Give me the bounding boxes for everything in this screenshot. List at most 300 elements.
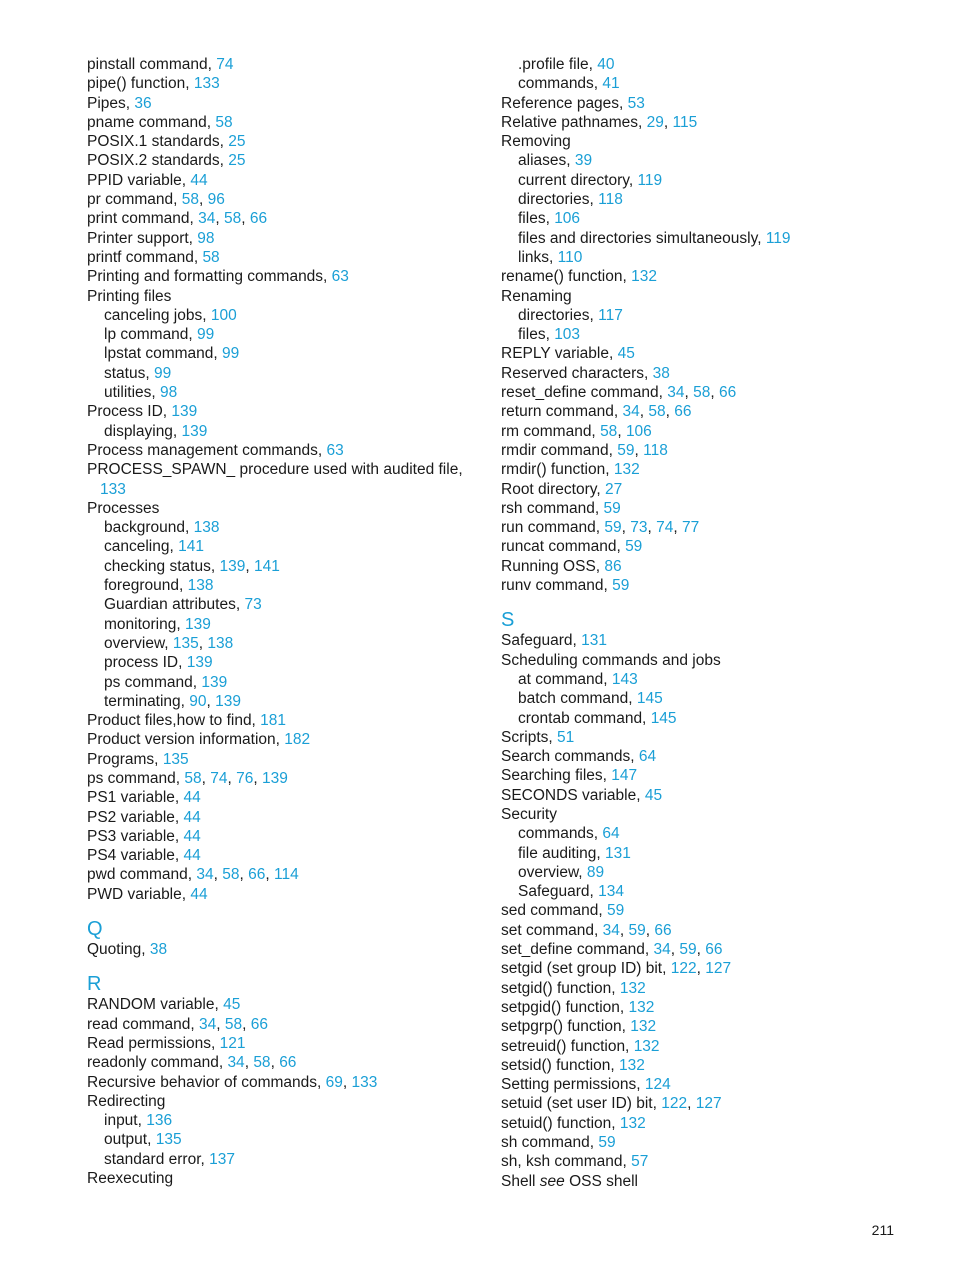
page-link[interactable]: 58 xyxy=(693,384,711,402)
index-term: rsh command, xyxy=(501,499,604,517)
page-link[interactable]: 44 xyxy=(183,847,201,865)
page-link[interactable]: 181 xyxy=(260,712,287,730)
page-link[interactable]: 34 xyxy=(199,1015,217,1033)
page-link[interactable]: 122 xyxy=(661,1095,688,1113)
index-term: links, xyxy=(518,248,558,266)
page-link[interactable]: 98 xyxy=(160,384,178,402)
index-term: setgid() function, xyxy=(501,979,620,997)
index-entry: set_define command, 34, 59, 66 xyxy=(501,941,723,959)
index-subentry xyxy=(87,306,477,325)
index-entry xyxy=(87,55,477,74)
index-term: Product version information, xyxy=(87,731,285,749)
page-link[interactable]: 39 xyxy=(574,152,593,170)
page-link[interactable]: 182 xyxy=(284,731,311,749)
index-term: standard error, xyxy=(104,1150,210,1168)
index-term: PPID variable, xyxy=(87,171,191,189)
page-link[interactable]: 100 xyxy=(210,306,237,324)
page-link[interactable]: 44 xyxy=(183,789,201,807)
index-term: Redirecting xyxy=(87,1092,166,1110)
index-entry xyxy=(501,747,921,766)
index-term: readonly command, xyxy=(87,1054,228,1072)
index-entry: rm command, 58, 106 xyxy=(501,422,652,440)
index-term: print command, xyxy=(87,210,199,228)
index-term: canceling jobs, xyxy=(104,306,211,324)
index-entry xyxy=(501,537,921,556)
page-link[interactable]: 74 xyxy=(210,769,228,787)
page-link[interactable]: 131 xyxy=(605,844,631,862)
index-subentry xyxy=(87,364,477,383)
page-link[interactable]: 51 xyxy=(556,728,575,746)
index-entry xyxy=(87,827,477,846)
page-link[interactable]: 133 xyxy=(193,75,220,93)
page-link[interactable]: 64 xyxy=(602,825,620,843)
page-link[interactable]: 45 xyxy=(223,996,241,1014)
page-link[interactable]: 145 xyxy=(636,690,663,708)
page-link[interactable]: 99 xyxy=(222,345,240,363)
index-entry xyxy=(501,1114,921,1133)
index-entry: ps command, 58, 74, 76, 139 xyxy=(87,769,288,787)
index-term: printf command, xyxy=(87,248,203,266)
index-subentry xyxy=(501,74,921,93)
page-link[interactable]: 143 xyxy=(611,670,638,688)
index-entry: pr command, 58, 96 xyxy=(87,191,225,209)
index-term: Safeguard, xyxy=(501,632,582,650)
page-link[interactable]: 66 xyxy=(248,866,266,884)
page-link[interactable]: 59 xyxy=(625,538,643,556)
page-link[interactable]: 139 xyxy=(261,769,288,787)
index-entry xyxy=(501,364,921,383)
index-entry: readonly command, 34, 58, 66 xyxy=(87,1054,297,1072)
index-term: Read permissions, xyxy=(87,1034,220,1052)
page-link[interactable]: 34 xyxy=(622,403,640,421)
index-entry xyxy=(87,1034,477,1053)
index-entry xyxy=(501,786,921,805)
page-link[interactable]: 59 xyxy=(606,902,625,920)
page-link[interactable]: 45 xyxy=(644,786,663,804)
page-link[interactable]: 59 xyxy=(603,499,621,517)
index-term: Relative pathnames, xyxy=(501,113,647,131)
index-subentry xyxy=(87,595,477,614)
index-term: files, xyxy=(518,210,555,228)
index-term: foreground, xyxy=(104,577,188,595)
page-link[interactable]: 74 xyxy=(216,56,234,73)
index-entry: run command, 59, 73, 74, 77 xyxy=(501,519,700,537)
page-link[interactable]: 90 xyxy=(189,692,207,710)
page-link[interactable]: 34 xyxy=(602,921,620,939)
index-subentry: terminating, 90, 139 xyxy=(104,692,242,710)
page-link[interactable]: 58 xyxy=(215,113,233,131)
page-link[interactable]: 114 xyxy=(274,866,299,884)
index-subentry xyxy=(501,882,921,901)
page-link[interactable]: 99 xyxy=(153,364,172,382)
page-link[interactable]: 115 xyxy=(672,113,698,131)
index-term: files, xyxy=(518,326,555,344)
index-term: read command, xyxy=(87,1015,199,1033)
page-link[interactable]: 57 xyxy=(631,1153,649,1171)
index-term: lp command, xyxy=(104,326,198,344)
index-subentry xyxy=(87,383,477,402)
page-link[interactable]: 122 xyxy=(670,960,697,978)
page-link[interactable]: 77 xyxy=(682,519,700,537)
see-reference: see xyxy=(539,1172,565,1190)
page-link[interactable]: 124 xyxy=(644,1076,671,1094)
index-subentry xyxy=(87,576,477,595)
index-term: overview, xyxy=(104,634,173,652)
index-term: Printer support, xyxy=(87,229,198,247)
page-link[interactable]: 118 xyxy=(598,191,623,209)
page-link[interactable]: 138 xyxy=(187,577,214,595)
index-subentry xyxy=(501,171,921,190)
index-entry: setgid (set group ID) bit, 122, 127 xyxy=(501,960,732,978)
page-link[interactable]: 41 xyxy=(602,75,620,93)
page-link[interactable]: 58 xyxy=(222,866,240,884)
index-term: Printing files xyxy=(87,287,172,305)
index-entry: return command, 34, 58, 66 xyxy=(501,403,692,421)
page-link[interactable]: 45 xyxy=(617,345,635,363)
index-term: background, xyxy=(104,519,194,537)
index-entry xyxy=(87,402,477,421)
index-entry xyxy=(501,557,921,576)
index-term: aliases, xyxy=(518,152,575,170)
page-link[interactable]: 119 xyxy=(637,171,663,189)
page-link[interactable]: 133 xyxy=(351,1073,378,1091)
page-link[interactable]: 73 xyxy=(630,519,648,537)
page-link[interactable]: 38 xyxy=(149,941,168,959)
index-subentry xyxy=(87,1150,477,1169)
index-term: Renaming xyxy=(501,287,572,305)
page-link[interactable]: 38 xyxy=(652,364,670,382)
index-term: monitoring, xyxy=(104,615,185,633)
page-link[interactable]: 118 xyxy=(643,441,668,459)
page-link[interactable]: 138 xyxy=(193,519,220,537)
page-link[interactable]: 44 xyxy=(190,171,208,189)
index-term: at command, xyxy=(518,670,612,688)
index-term: Scripts, xyxy=(501,728,557,746)
index-entry: print command, 34, 58, 66 xyxy=(87,210,268,228)
index-subentry xyxy=(87,325,477,344)
index-term: PROCESS_SPAWN_ procedure used with audited file, xyxy=(87,461,463,479)
page-link[interactable]: 59 xyxy=(628,921,646,939)
index-term: Setting permissions, xyxy=(501,1076,645,1094)
index-entry xyxy=(87,711,477,730)
page-link[interactable]: 66 xyxy=(249,210,268,228)
index-subentry xyxy=(87,422,477,441)
page-link[interactable]: 66 xyxy=(654,921,672,939)
page-link[interactable]: 66 xyxy=(250,1015,268,1033)
index-entry xyxy=(87,171,477,190)
page-link[interactable]: 58 xyxy=(224,1015,243,1033)
page-link[interactable]: 59 xyxy=(679,941,697,959)
page-link[interactable]: 119 xyxy=(765,229,791,247)
page-link[interactable]: 58 xyxy=(181,191,200,209)
page-link[interactable]: 64 xyxy=(638,748,657,766)
index-entry xyxy=(87,460,477,479)
index-subentry xyxy=(87,537,477,556)
page-link[interactable]: 36 xyxy=(134,94,152,112)
index-term: pinstall command, xyxy=(87,56,217,73)
index-term: Reexecuting xyxy=(87,1170,174,1188)
page-link[interactable]: 132 xyxy=(630,1018,657,1036)
index-entry xyxy=(87,132,477,151)
index-term: Running OSS, xyxy=(501,557,605,575)
page-link[interactable]: 135 xyxy=(162,750,189,768)
page-link[interactable]: 106 xyxy=(625,422,652,440)
index-entry xyxy=(501,499,921,518)
index-entry xyxy=(501,979,921,998)
index-subentry: checking status, 139, 141 xyxy=(104,557,280,575)
page-link[interactable]: 34 xyxy=(667,384,685,402)
page-link[interactable]: 132 xyxy=(628,998,655,1016)
index-entry xyxy=(501,287,921,306)
section-letter: R xyxy=(87,973,102,996)
page-link[interactable]: 131 xyxy=(581,632,608,650)
page-link[interactable]: 99 xyxy=(197,326,215,344)
index-term: Quoting, xyxy=(87,941,150,959)
index-term: rename() function, xyxy=(501,268,632,286)
index-entry xyxy=(501,901,921,920)
index-entry xyxy=(87,113,477,132)
page-link[interactable]: 44 xyxy=(183,827,201,845)
index-entry xyxy=(87,788,477,807)
page-link[interactable]: 139 xyxy=(184,615,211,633)
index-term: setpgrp() function, xyxy=(501,1018,631,1036)
index-entry xyxy=(87,730,477,749)
index-term: process ID, xyxy=(104,654,187,672)
page-link[interactable]: 117 xyxy=(598,306,623,324)
page-link[interactable]: 58 xyxy=(253,1054,271,1072)
page-link[interactable]: 74 xyxy=(656,519,674,537)
page-link[interactable]: 103 xyxy=(554,326,581,344)
page-link[interactable]: 132 xyxy=(631,268,657,286)
page-link[interactable]: 58 xyxy=(202,248,220,266)
index-subentry xyxy=(501,55,921,74)
index-term: sed command, xyxy=(501,902,607,920)
index-subentry xyxy=(501,306,921,325)
page-link[interactable]: 34 xyxy=(227,1054,245,1072)
page-link[interactable]: 139 xyxy=(186,654,213,672)
page-link[interactable]: 132 xyxy=(619,1114,646,1132)
index-entry: set command, 34, 59, 66 xyxy=(501,921,672,939)
page-link[interactable]: 53 xyxy=(627,94,645,112)
page-link[interactable]: 139 xyxy=(181,422,208,440)
page-link[interactable]: 134 xyxy=(598,883,625,901)
index-term: directories, xyxy=(518,306,599,324)
page-link[interactable]: 59 xyxy=(612,577,630,595)
index-term: ps command, xyxy=(104,673,202,691)
page-link[interactable]: 86 xyxy=(604,557,622,575)
index-subentry xyxy=(87,615,477,634)
page-link[interactable]: 133 xyxy=(100,480,126,498)
page-link[interactable]: 139 xyxy=(201,673,228,691)
index-term: .profile file, xyxy=(518,56,598,73)
page-link[interactable]: 63 xyxy=(326,441,344,459)
index-term: pwd command, xyxy=(87,866,197,884)
page-link[interactable]: 66 xyxy=(279,1054,297,1072)
page-link[interactable]: 110 xyxy=(557,248,583,266)
page-link[interactable]: 132 xyxy=(619,1056,645,1074)
index-term: checking status, xyxy=(104,557,220,575)
index-term: set command, xyxy=(501,921,603,939)
index-entry xyxy=(501,576,921,595)
index-subentry xyxy=(501,689,921,708)
index-term: set_define command, xyxy=(501,941,654,959)
page-link[interactable]: 96 xyxy=(207,191,225,209)
index-term: setreuid() function, xyxy=(501,1037,634,1055)
index-term: rm command, xyxy=(501,422,601,440)
index-term: PS4 variable, xyxy=(87,847,184,865)
page-link[interactable]: 137 xyxy=(209,1150,235,1168)
index-term: setpgid() function, xyxy=(501,998,629,1016)
index-subentry xyxy=(501,863,921,882)
index-entry xyxy=(501,1172,921,1191)
index-subentry xyxy=(501,190,921,209)
index-term: PWD variable, xyxy=(87,885,191,903)
index-entry xyxy=(501,1017,921,1036)
index-term: current directory, xyxy=(518,171,638,189)
page-link[interactable]: 89 xyxy=(586,863,605,881)
index-term: ps command, xyxy=(87,769,185,787)
page-link[interactable]: 139 xyxy=(215,692,242,710)
page-link[interactable]: 73 xyxy=(244,596,262,614)
page-link[interactable]: 136 xyxy=(146,1112,173,1130)
page-link[interactable]: 127 xyxy=(695,1095,722,1113)
index-subentry xyxy=(87,1130,477,1149)
index-term: status, xyxy=(104,364,154,382)
index-subentry xyxy=(501,229,921,248)
index-entry: read command, 34, 58, 66 xyxy=(87,1015,268,1033)
page-link[interactable]: 145 xyxy=(650,709,677,727)
index-entry: pwd command, 34, 58, 66, 114 xyxy=(87,866,299,884)
page-link[interactable]: 63 xyxy=(331,268,349,286)
index-subentry xyxy=(87,518,477,537)
index-term: setgid (set group ID) bit, xyxy=(501,960,671,978)
page-link[interactable]: 34 xyxy=(196,866,214,884)
page-link[interactable]: 135 xyxy=(172,634,199,652)
index-term: PS1 variable, xyxy=(87,789,184,807)
index-entry xyxy=(87,267,477,286)
section-letter: S xyxy=(501,609,515,632)
index-entry xyxy=(87,151,477,170)
page-link[interactable]: 66 xyxy=(674,403,692,421)
page-link[interactable]: 44 xyxy=(190,885,208,903)
index-term: Security xyxy=(501,805,557,823)
index-term: Guardian attributes, xyxy=(104,596,245,614)
page-link[interactable]: 59 xyxy=(598,1134,616,1152)
page-number: 211 xyxy=(871,1222,894,1238)
index-entry xyxy=(501,94,921,113)
index-entry xyxy=(501,460,921,479)
index-term: Recursive behavior of commands, xyxy=(87,1073,326,1091)
page-link[interactable]: 34 xyxy=(198,210,216,228)
index-column-right xyxy=(501,55,921,1191)
page-link[interactable]: 27 xyxy=(604,480,623,498)
index-entry xyxy=(501,728,921,747)
index-term: commands, xyxy=(518,825,603,843)
page-link[interactable]: 98 xyxy=(197,229,215,247)
index-entry xyxy=(87,248,477,267)
page-link[interactable]: 127 xyxy=(705,960,732,978)
page-link[interactable]: 139 xyxy=(171,403,198,421)
page-link[interactable]: 29 xyxy=(646,113,664,131)
index-term: canceling, xyxy=(104,538,179,556)
index-subentry xyxy=(87,1111,477,1130)
page-link[interactable]: 135 xyxy=(155,1131,182,1149)
index-term: Root directory, xyxy=(501,480,605,498)
index-term: pr command, xyxy=(87,191,182,209)
page-link[interactable]: 44 xyxy=(183,808,201,826)
page-link[interactable]: 76 xyxy=(236,769,254,787)
index-entry xyxy=(87,1092,477,1111)
page-link[interactable]: 132 xyxy=(619,979,646,997)
index-term: Safeguard, xyxy=(518,883,599,901)
page-link[interactable]: 138 xyxy=(207,634,234,652)
index-entry xyxy=(501,132,921,151)
page-link[interactable]: 58 xyxy=(224,210,242,228)
index-entry xyxy=(87,846,477,865)
page-link[interactable]: 139 xyxy=(219,557,246,575)
index-term: reset_define command, xyxy=(501,384,668,402)
page-link[interactable]: 147 xyxy=(611,767,638,785)
index-entry xyxy=(501,998,921,1017)
page-link[interactable]: 59 xyxy=(617,441,635,459)
page-link[interactable]: 121 xyxy=(219,1034,246,1052)
index-term: pipe() function, xyxy=(87,75,194,93)
index-entry xyxy=(87,287,477,306)
index-subentry xyxy=(87,344,477,363)
index-subentry xyxy=(501,670,921,689)
page-link[interactable]: 58 xyxy=(184,769,202,787)
index-term: runcat command, xyxy=(501,538,626,556)
page-link[interactable]: 25 xyxy=(228,133,246,151)
index-term: POSIX.2 standards, xyxy=(87,152,229,170)
section-letter: Q xyxy=(87,918,103,941)
index-subentry xyxy=(501,844,921,863)
page-link[interactable]: 40 xyxy=(597,56,615,73)
page-link[interactable]: 66 xyxy=(705,941,723,959)
index-entry xyxy=(87,808,477,827)
index-term: utilities, xyxy=(104,384,160,402)
index-term: displaying, xyxy=(104,422,182,440)
index-subentry xyxy=(501,709,921,728)
page-link[interactable]: 132 xyxy=(613,461,640,479)
index-term: POSIX.1 standards, xyxy=(87,133,229,151)
page-link[interactable]: 106 xyxy=(554,210,581,228)
index-entry xyxy=(501,805,921,824)
index-term: Process management commands, xyxy=(87,441,327,459)
page-link[interactable]: 25 xyxy=(228,152,246,170)
index-entry xyxy=(87,750,477,769)
index-term: REPLY variable, xyxy=(501,345,618,363)
index-term: Processes xyxy=(87,499,160,517)
page-link[interactable]: 58 xyxy=(648,403,666,421)
page-link[interactable]: 141 xyxy=(253,557,280,575)
page-link[interactable]: 34 xyxy=(653,941,671,959)
index-term: pname command, xyxy=(87,113,216,131)
index-term: directories, xyxy=(518,191,599,209)
index-entry: Recursive behavior of commands, 69, 133 xyxy=(87,1073,378,1091)
page-link[interactable]: 132 xyxy=(633,1037,660,1055)
index-entry: reset_define command, 34, 58, 66 xyxy=(501,384,737,402)
index-term: Scheduling commands and jobs xyxy=(501,651,721,669)
page-link[interactable]: 66 xyxy=(719,384,737,402)
page-link[interactable]: 141 xyxy=(178,538,204,556)
index-term: PS3 variable, xyxy=(87,827,184,845)
page-link[interactable]: 58 xyxy=(600,422,618,440)
page-link[interactable]: 69 xyxy=(325,1073,343,1091)
page-link[interactable]: 59 xyxy=(604,519,622,537)
index-column-left xyxy=(87,55,477,1188)
index-entry xyxy=(501,267,921,286)
